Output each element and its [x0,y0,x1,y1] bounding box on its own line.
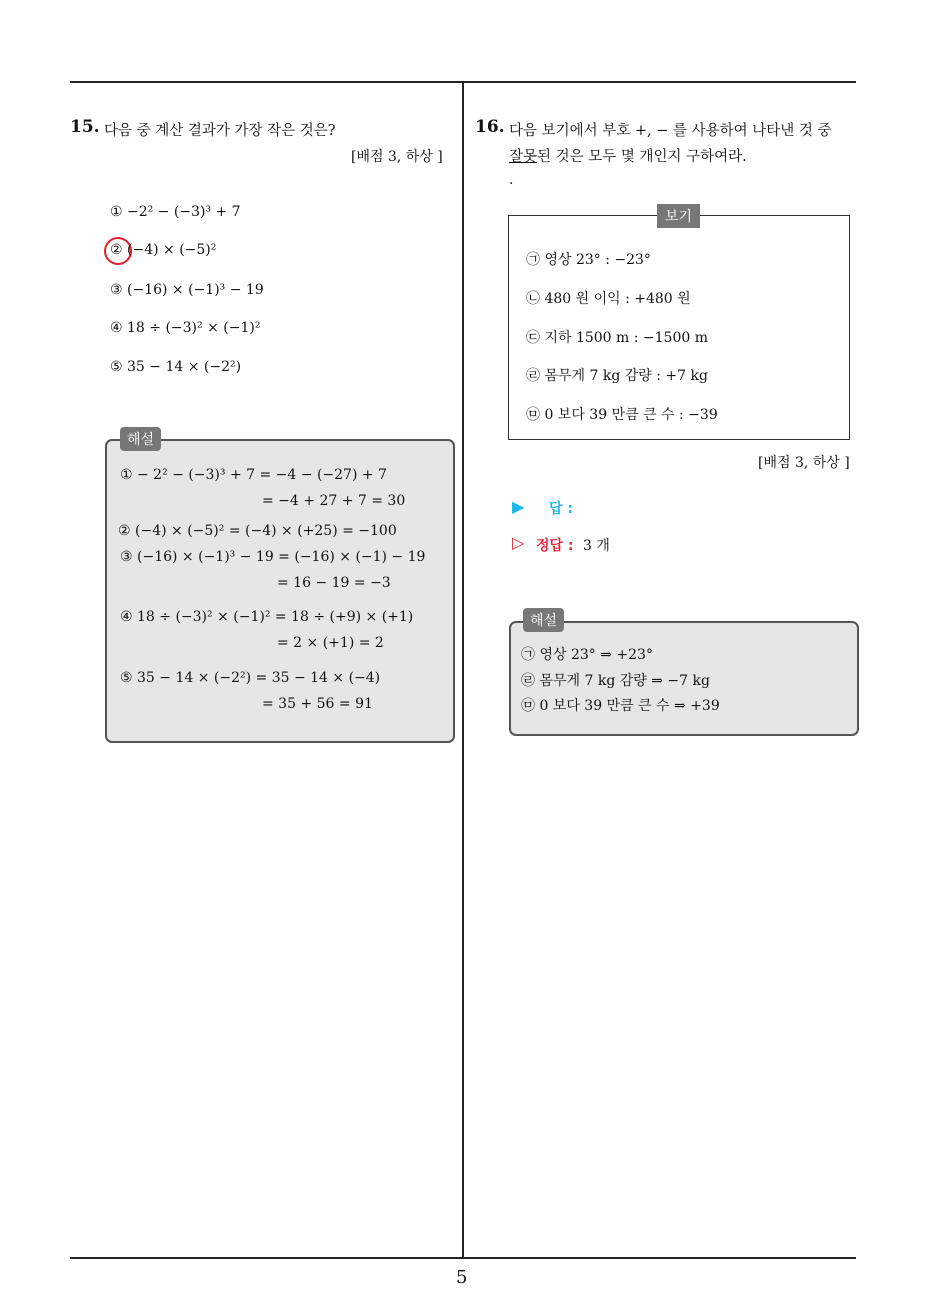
example-item: ㉤ 0 보다 39 만큼 큰 수 : −39 [526,407,718,423]
solution-line: = −4 + 27 + 7 = 30 [262,493,406,509]
solution-line: ㉤ 0 보다 39 만큼 큰 수 ⇒ +39 [521,698,720,714]
solution-line: ㉠ 영상 23° ⇒ +23° [521,647,653,663]
question-meta: [배점 3, 하상 ] [351,149,443,165]
example-tag: 보기 [657,204,700,228]
example-item: ㉣ 몸무게 7 kg 감량 : +7 kg [526,368,708,384]
answer-arrow-icon: ▶ [512,497,525,516]
solution-tag: 해설 [523,608,564,632]
solution-line: ㉣ 몸무게 7 kg 감량 ⇒ −7 kg [521,673,710,689]
solution-line: ① − 2² − (−3)³ + 7 = −4 − (−27) + 7 [120,467,387,483]
stray-dot: . [509,172,514,188]
option-3: ③ (−16) × (−1)³ − 19 [110,282,264,298]
solution-line: ② (−4) × (−5)² = (−4) × (+25) = −100 [118,523,397,539]
solution-line: ⑤ 35 − 14 × (−2²) = 35 − 14 × (−4) [120,670,381,686]
question-text-line1: 다음 보기에서 부호 +, − 를 사용하여 나타낸 것 중 [509,123,832,139]
example-item: ㉠ 영상 23° : −23° [526,252,651,268]
underlined-word: 잘못 [509,149,538,165]
column-divider [462,82,464,1258]
solution-line: = 16 − 19 = −3 [277,575,391,591]
option-2: ② (−4) × (−5)² [110,242,217,258]
question-number: 15. [70,117,100,137]
example-item: ㉢ 지하 1500 m : −1500 m [526,330,709,346]
solution-line: ④ 18 ÷ (−3)² × (−1)² = 18 ÷ (+9) × (+1) [120,609,414,625]
bottom-rule [70,1257,856,1259]
question-text-rest: 된 것은 모두 몇 개인지 구하여라. [537,149,747,165]
question-meta: [배점 3, 하상 ] [758,455,850,471]
correct-value: 3 개 [583,538,610,554]
solution-line: ③ (−16) × (−1)³ − 19 = (−16) × (−1) − 19 [120,549,426,565]
option-5: ⑤ 35 − 14 × (−2²) [110,359,242,375]
question-number: 16. [475,117,505,137]
solution-line: = 35 + 56 = 91 [262,696,373,712]
solution-line: = 2 × (+1) = 2 [277,635,384,651]
correct-label: 정답 : [536,538,574,554]
answer-label: 답 : [549,501,573,517]
option-4: ④ 18 ÷ (−3)² × (−1)² [110,320,261,336]
question-text-line2 [509,145,747,166]
page-number: 5 [456,1267,468,1288]
correct-arrow-icon: ▷ [512,533,525,552]
option-1: ① −2² − (−3)³ + 7 [110,204,241,220]
example-item: ㉡ 480 원 이익 : +480 원 [526,291,691,307]
question-text: 다음 중 계산 결과가 가장 작은 것은? [104,123,336,139]
solution-tag: 해설 [120,427,161,451]
